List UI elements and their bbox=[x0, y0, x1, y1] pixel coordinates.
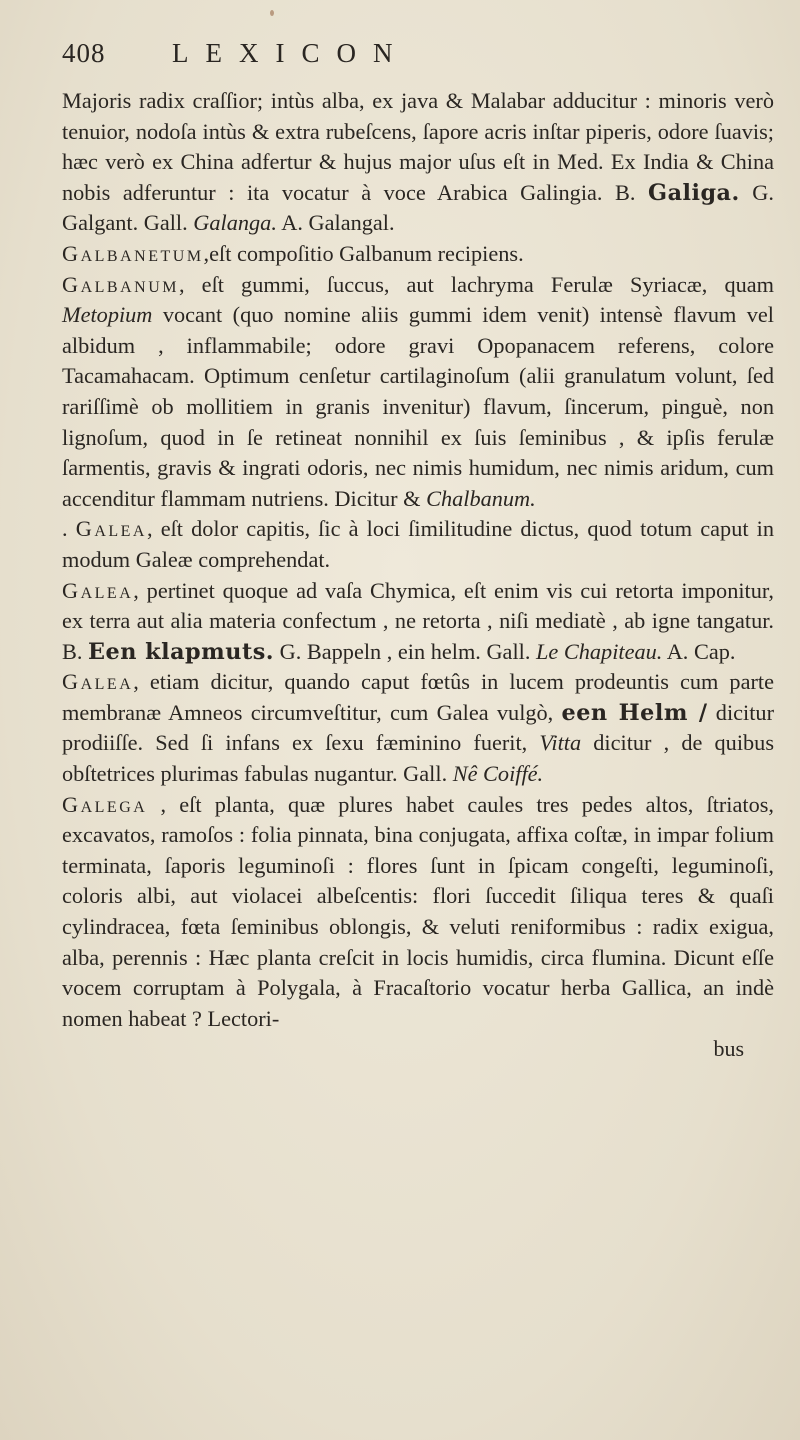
entry-headword: Galea bbox=[62, 577, 134, 603]
entry-headword: Galbanetum bbox=[62, 240, 204, 266]
dutch-term: Een klapmuts. bbox=[88, 638, 275, 665]
entry-galea-chymica: Galea, pertinet quoque ad vaſa Chymica, eſt enim vis cui retorta imponitur, ex terra aut alia materia confectum , ne retorta , niſi mediatè , ab igne tangatur. B. Een klapmuts. G. Bappeln , ein helm. Gall. Le Chapiteau. A. Cap. bbox=[62, 577, 774, 665]
entry-galea-foetus: Galea, etiam dicitur, quando caput fœtûs in lucem prodeuntis cum parte membranæ Amneos circumveſtitur, cum Galea vulgò, een Helm / dicitur prodiiſſe. Sed ſi infans ex ſexu fæminino fuerit, Vitta dicitur , de quibus obſtetrices plurimas fabulas nugantur. Gall. Nê Coiffé. bbox=[62, 669, 775, 787]
entry-galanga-continued: Majoris radix craſſior; intùs alba, ex java & Malabar adducitur : minoris verò tenuior, nodoſa intùs & extra rubeſcens, ſapore acris inſtar piperis, odore ſuavis; hæc verò ex China adfertur & hujus major uſus eſt in Med. Ex India & China nobis adferuntur : ita vocatur à voce Arabica Galingia. B. Galiga. G. Galgant. Gall. Galanga. A. Galangal. bbox=[62, 88, 774, 236]
entry-headword: Galea bbox=[75, 516, 147, 542]
page-number: 408 bbox=[62, 38, 106, 68]
entry-headword: Galega bbox=[62, 791, 148, 817]
french-term: Galanga. bbox=[193, 210, 277, 236]
page-header bbox=[62, 38, 774, 86]
entry-galea-dolor: . Galea, eſt dolor capitis, ſic à loci ſimilitudine dictus, quod totum caput in modum Galeæ comprehendat. bbox=[62, 516, 775, 572]
entry-galbanetum: Galbanetum,eſt compoſitio Galbanum recipiens. bbox=[62, 240, 524, 266]
dutch-term: een Helm / bbox=[561, 699, 708, 726]
catchword: bus bbox=[713, 1036, 744, 1062]
running-head: LEXICON bbox=[172, 38, 410, 68]
entry-headword: Galbanum bbox=[62, 271, 179, 297]
entry-headword: Galea bbox=[62, 669, 134, 695]
body-text bbox=[62, 86, 774, 1065]
ink-spot bbox=[270, 10, 274, 16]
french-term: Nê Coiffé. bbox=[452, 761, 544, 787]
french-term: Le Chapiteau. bbox=[536, 638, 663, 664]
dutch-term: Galiga. bbox=[648, 179, 740, 206]
entry-galbanum: Galbanum, eſt gummi, ſuccus, aut lachryma Ferulæ Syriacæ, quam Metopium vocant (quo nomine aliis gummi idem venit) intensè flavum vel albidum , inflammabile; odore gravi Opopanacem referens, colore Tacamahacam. Optimum cenſetur cartilaginoſum (alii granulatum volunt, ſed rariſſimè ob mollitiem in granis invenitur) flavum, ſincerum, pinguè, non lignoſum, quod in ſe retineat nonnihil ex ſuis ſeminibus , & ipſis ferulæ ſarmentis, gravis & ingrati odoris, nec nimis humidum, nec nimis aridum, cum accenditur flammam nutriens. Dicitur & Chalbanum. bbox=[62, 271, 774, 511]
entry-galega: Galega , eſt planta, quæ plures habet caules tres pedes altos, ſtriatos, excavatos, ramoſos : folia pinnata, bina conjugata, affixa coſtæ, in impar folium terminata, ſaporis leguminoſi : flores ſunt in ſpicam congeſti, leguminoſi, coloris albi, aut violacei albeſcentis: flori ſuccedit ſiliqua teres & quaſi cylindracea, fœta ſeminibus oblongis, & veluti reniformibus : radix exigua, alba, perennis : Hæc planta creſcit in locis humidis, circa flumina. Dicunt eſſe vocem corruptam à Polygala, à Fracaſtorio vocatur herba Gallica, an indè nomen habeat ? Lectori- bbox=[62, 791, 774, 1031]
